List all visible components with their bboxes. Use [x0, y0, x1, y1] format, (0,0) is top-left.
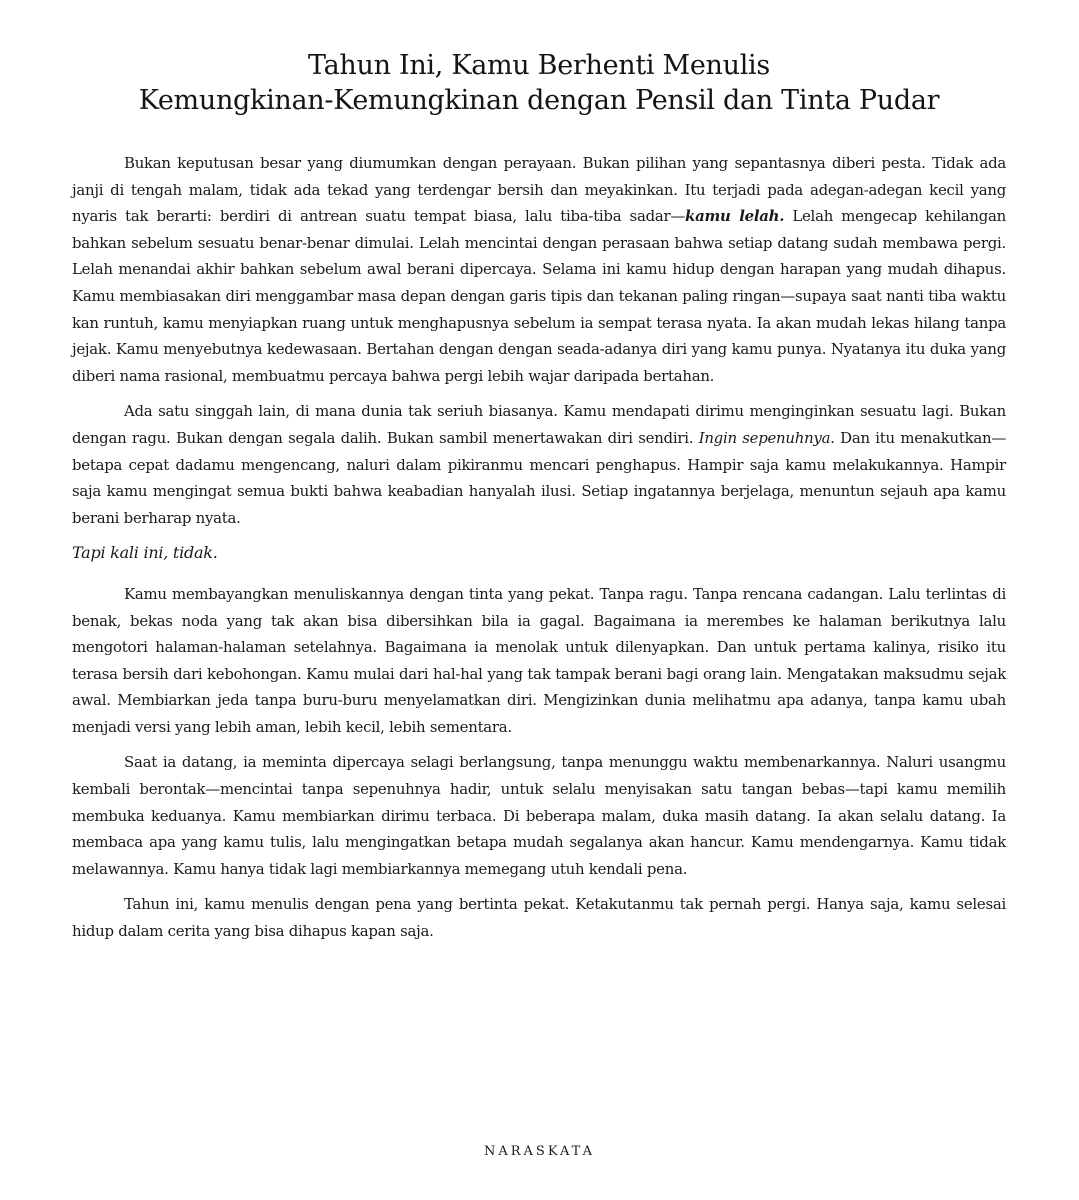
title-line-1: Tahun Ini, Kamu Berhenti Menulis	[308, 50, 770, 81]
paragraph-1-text-b: Lelah mengecap kehilangan bahkan sebelum sesuatu benar-benar dimulai. Lelah mencintai dengan perasaan bahwa setiap datang sudah membawa pergi. Lelah menandai akhir bahkan sebelum awal berani dipercaya. Selama ini kamu hidup dengan harapan yang mudah dihapus. Kamu membiasakan diri menggambar masa depan dengan garis tipis dan tekanan paling ringan—supaya saat nanti tiba waktu kan runtuh, kamu menyiapkan ruang untuk menghapusnya sebelum ia sempat terasa nyata. Ia akan mudah lekas hilang tanpa jejak. Kamu menyebutnya kedewasaan. Bertahan dengan dengan seada-adanya diri yang kamu punya. Nyatanya itu duka yang diberi nama rasional, membuatmu percaya bahwa pergi lebih wajar daripada bertahan.	[72, 207, 1006, 385]
interlude-line: Tapi kali ini, tidak.	[72, 543, 218, 563]
author-signature: NARASKATA	[483, 1144, 596, 1159]
paragraph-2	[72, 398, 1006, 531]
paragraph-3: Kamu membayangkan menuliskannya dengan tinta yang pekat. Tanpa ragu. Tanpa rencana cadangan. Lalu terlintas di benak, bekas noda yang tak akan bisa dibersihkan bila ia gagal. Bagaimana ia merembes ke halaman berikutnya lalu mengotori halaman-halaman setelahnya. Bagaimana ia menolak untuk dilenyapkan. Dan untuk pertama kalinya, risiko itu terasa bersih dari kebohongan. Kamu mulai dari hal-hal yang tak tampak berani bagi orang lain. Mengatakan maksudmu sejak awal. Membiarkan jeda tanpa buru-buru menyelamatkan diri. Mengizinkan dunia melihatmu apa adanya, tanpa kamu ubah menjadi versi yang lebih aman, lebih kecil, lebih sementara.	[72, 584, 1006, 736]
paragraph-1-emphasis: kamu lelah.	[685, 207, 785, 226]
paragraph-4: Saat ia datang, ia meminta dipercaya selagi berlangsung, tanpa menunggu waktu membenarkannya. Naluri usangmu kembali berontak—mencintai tanpa sepenuhnya hadir, untuk selalu menyisakan satu tangan bebas—tapi kamu memilih membuka keduanya. Kamu membiarkan dirimu terbaca. Di beberapa malam, duka masih datang. Ia akan selalu datang. Ia membaca apa yang kamu tulis, lalu mengingatkan betapa mudah segalanya akan hancur. Kamu mendengarnya. Kamu tidak melawannya. Kamu hanya tidak lagi membiarkannya memegang utuh kendali pena.	[72, 753, 1006, 878]
paragraph-1-text-a: Bukan keputusan besar yang diumumkan dengan perayaan. Bukan pilihan yang sepantasnya diberi pesta. Tidak ada janji di tengah malam, tidak ada tekad yang terdengar bersih dan meyakinkan. Itu terjadi pada adegan-adegan kecil yang nyaris tak berarti: berdiri di antrean suatu tempat biasa, lalu tiba-tiba sadar—	[72, 154, 1006, 226]
page-title	[72, 48, 1006, 118]
paragraph-1	[72, 150, 1006, 389]
article	[72, 48, 1006, 954]
title-line-2: Kemungkinan-Kemungkinan dengan Pensil dan Tinta Pudar	[138, 85, 940, 116]
paragraph-2-emphasis: Ingin sepenuhnya.	[698, 428, 835, 447]
paragraph-2-text-a: Ada satu singgah lain, di mana dunia tak seriuh biasanya. Kamu mendapati dirimu menginginkan sesuatu lagi. Bukan dengan ragu. Bukan dengan segala dalih. Bukan sambil menertawakan diri sendiri.	[72, 402, 1006, 447]
paragraph-5: Tahun ini, kamu menulis dengan pena yang bertinta pekat. Ketakutanmu tak pernah pergi. Hanya saja, kamu selesai hidup dalam cerita yang bisa dihapus kapan saja.	[72, 895, 1006, 941]
paragraph-2-text-b: Dan itu menakutkan—betapa cepat dadamu mengencang, naluri dalam pikiranmu mencari penghapus. Hampir saja kamu melakukannya. Hampir saja kamu mengingat semua bukti bahwa keabadian hanyalah ilusi. Setiap ingatannya berjelaga, menuntun sejauh apa kamu berani berharap nyata.	[72, 428, 1006, 527]
article-body	[72, 150, 1006, 945]
